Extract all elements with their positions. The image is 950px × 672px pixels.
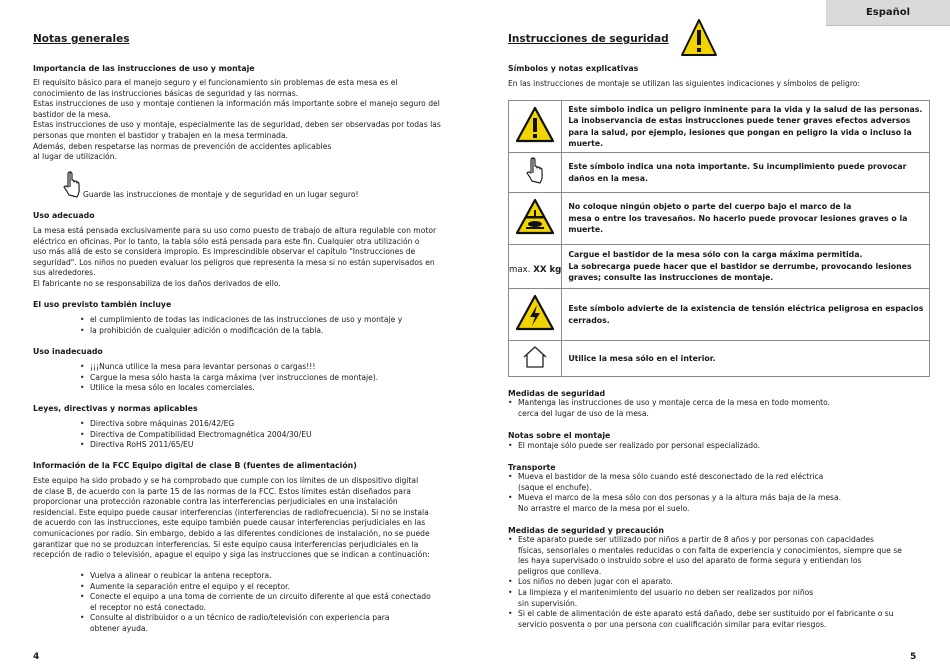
list-item	[80, 582, 431, 593]
list-item-line: • Aumente la separación entre el equipo y el receptor.	[90, 581, 291, 591]
text-line: Este equipo ha sido probado y se ha comprobado que cumple con los límites de un dispositivo digital	[33, 476, 419, 485]
transporte-heading: Transporte	[508, 463, 556, 472]
symbol-text-maxload	[562, 245, 930, 289]
text-line: Además, deben respetarse las normas de prevención de accidentes aplicables	[33, 141, 332, 151]
list-item-line: peligros que conlleva.	[518, 566, 602, 576]
list-item	[508, 588, 902, 609]
symbol-row-indoor	[509, 341, 930, 377]
list-item-line: • Utilice la mesa sólo en locales comerciales.	[90, 383, 255, 393]
text-line: conocimiento de las instrucciones básicas de seguridad y las normas.	[33, 88, 299, 98]
text-line: graves; consulte las instrucciones de montaje.	[568, 273, 774, 283]
list-item	[80, 362, 378, 373]
max-load-label	[509, 245, 562, 289]
text-line: Este símbolo advierte de la existencia de tensión eléctrica peligrosa en espacios	[568, 304, 924, 314]
list-item	[80, 571, 431, 582]
text-line: recepción de radio o televisión, apague el equipo y siga las instrucciones que se indican a continuación:	[33, 550, 430, 560]
symbol-text-electric	[562, 289, 930, 341]
list-item-line: • Mueva el marco de la mesa sólo con dos personas y a la altura más baja de la mesa.	[518, 493, 842, 503]
list-item-line: • Los niños no deben jugar con el aparato.	[518, 577, 673, 587]
text-line: seguridad". Los niños no pueden evaluar los peligros que representa la mesa si no están supervisados en	[33, 257, 435, 267]
list-item-line: (saque el enchufe).	[518, 482, 592, 492]
text-line: residencial. Este equipo puede causar interferencias (interferencias de radiofrecuencia). Si no se instala	[33, 507, 429, 517]
list-item-line: • el cumplimiento de todas las indicaciones de las instrucciones de uso y montaje y	[90, 315, 403, 324]
text-line: La mesa está pensada exclusivamente para su uso como puesto de trabajo de altura regulable con motor	[33, 226, 437, 235]
list-item	[508, 493, 841, 514]
list-item	[80, 440, 312, 451]
max-prefix: max.	[509, 265, 531, 275]
symbols-table	[508, 100, 930, 377]
left-page-number: 4	[33, 652, 40, 662]
uso-previsto-heading: El uso previsto también incluye	[33, 300, 172, 309]
symbol-text-note	[562, 153, 930, 193]
list-item-line: servicio posventa o por una persona con cualificación similar para evitar riesgos.	[518, 619, 827, 629]
text-line: La inobservancia de estas instrucciones puede tener graves efectos adversos	[568, 116, 911, 126]
text-line: al lugar de utilización.	[33, 152, 117, 162]
text-line: garantizar que no se produzcan interferencias. Si este equipo causa interferencias perjudiciales en la	[33, 539, 419, 549]
text-line: bastidor de la mesa.	[33, 109, 111, 119]
list-item	[80, 430, 312, 441]
symbol-text-warning	[562, 101, 930, 153]
list-item-line: • Mueva el bastidor de la mesa sólo cuando esté desconectado de la red eléctrica	[518, 472, 824, 481]
uso-adecuado-heading: Uso adecuado	[33, 211, 95, 220]
list-item-line: cerca del lugar de uso de la mesa.	[518, 408, 649, 418]
pointing-hand-icon	[509, 153, 562, 193]
notas-montaje-heading: Notas sobre el montaje	[508, 431, 611, 440]
list-item-line: obtener ayuda.	[90, 623, 148, 633]
list-item-line: • Este aparato puede ser utilizado por niños a partir de 8 años y por personas con capacidades	[518, 535, 874, 544]
uso-adecuado-text	[33, 226, 436, 290]
list-item-line: • Vuelva a alinear o reubicar la antena receptora.	[90, 571, 272, 580]
uso-previsto-list	[80, 315, 402, 336]
text-line: eléctrico en oficinas. Por lo tanto, la tabla sólo está pensada para este fin. Cualquier otra utilización o	[33, 236, 420, 246]
list-item-line: • Conecte el equipo a una toma de corriente de un circuito diferente al que está conectado	[90, 592, 431, 602]
text-line: daños en la mesa.	[568, 173, 648, 183]
precaucion-heading: Medidas de seguridad y precaución	[508, 526, 664, 535]
uso-inadecuado-heading: Uso inadecuado	[33, 347, 103, 356]
list-item-line: • Mantenga las instrucciones de uso y montaje cerca de la mesa en todo momento.	[518, 398, 831, 407]
list-item-line: físicas, sensoriales o mentales reducidas o con falta de experiencia y conocimientos, siempre que se	[518, 545, 902, 555]
symbol-text-crush	[562, 193, 930, 245]
transporte-list	[508, 472, 841, 514]
list-item	[80, 383, 378, 394]
list-item	[80, 373, 378, 384]
text-line: de clase B, de acuerdo con la parte 15 de las normas de la FCC. Estos límites están diseñados para	[33, 486, 411, 496]
list-item-line: • Directiva sobre máquinas 2016/42/EG	[90, 419, 235, 428]
text-line: muerte.	[568, 225, 604, 235]
importancia-text	[33, 78, 441, 163]
simbolos-intro: En las instrucciones de montaje se utilizan las siguientes indicaciones y símbolos de peligro:	[508, 79, 861, 88]
text-line: Estas instrucciones de uso y montaje contienen la información más importante sobre el manejo seguro del	[33, 99, 440, 109]
list-item	[508, 472, 841, 493]
list-item	[80, 315, 402, 326]
notas-montaje-list	[508, 441, 760, 452]
text-line: proporcionar una protección razonable contra las interferencias perjudiciales en una instalación	[33, 497, 398, 507]
text-line: El fabricante no se responsabiliza de los daños derivados de ello.	[33, 278, 281, 288]
fcc-text	[33, 476, 430, 561]
leyes-heading: Leyes, directivas y normas aplicables	[33, 404, 198, 413]
warning-triangle-icon	[680, 18, 718, 58]
text-line: muerte.	[568, 138, 604, 148]
symbol-row-maxload	[509, 245, 930, 289]
medidas-heading: Medidas de seguridad	[508, 389, 606, 398]
text-line: Este símbolo indica un peligro inminente para la vida y la salud de las personas.	[568, 104, 923, 114]
text-line: Cargue el bastidor de la mesa sólo con la carga máxima permitida.	[568, 250, 863, 260]
list-item	[80, 613, 431, 634]
leyes-list	[80, 419, 312, 451]
text-line: Utilice la mesa sólo en el interior.	[568, 353, 716, 363]
text-line: personas que monten el bastidor y trabajen en la mesa terminada.	[33, 130, 289, 140]
symbol-row-crush	[509, 193, 930, 245]
text-line: cerrados.	[568, 315, 610, 325]
precaucion-list	[508, 535, 902, 630]
left-page-title: Notas generales	[33, 33, 130, 45]
list-item	[508, 398, 830, 419]
list-item	[508, 577, 902, 588]
list-item-line: • El montaje sólo puede ser realizado por personal especializado.	[518, 441, 761, 450]
list-item-line: • Consulte al distribuidor o a un técnico de radio/televisión con experiencia para	[90, 613, 390, 623]
list-item-line: el receptor no está conectado.	[90, 602, 207, 612]
symbol-row-note	[509, 153, 930, 193]
crush-hazard-icon	[509, 193, 562, 245]
list-item	[80, 419, 312, 430]
list-item-line: • Directiva de Compatibilidad Electromagnética 2004/30/EU	[90, 429, 312, 439]
keep-instructions-note: Guarde las instrucciones de montaje y de seguridad en un lugar seguro!	[83, 190, 359, 199]
text-line: No coloque ningún objeto o parte del cuerpo bajo el marco de la	[568, 202, 852, 212]
list-item	[508, 441, 760, 452]
language-tab[interactable]: Español	[826, 0, 950, 26]
list-item-line: • Directiva RoHS 2011/65/EU	[90, 440, 194, 450]
fcc-heading: Información de la FCC Equipo digital de clase B (fuentes de alimentación)	[33, 461, 357, 470]
text-line: sus alrededores.	[33, 268, 96, 278]
text-line: para la salud, por ejemplo, lesiones que pongan en peligro la vida o incluso la	[568, 127, 912, 137]
symbol-text-indoor	[562, 341, 930, 377]
list-item-line: No arrastre el marco de la mesa por el suelo.	[518, 503, 690, 513]
text-line: Este símbolo indica una nota importante. Su incumplimiento puede provocar	[568, 162, 907, 172]
uso-inadecuado-list	[80, 362, 378, 394]
symbol-row-warning	[509, 101, 930, 153]
list-item-line: les haya supervisado o instruido sobre el uso del aparato de forma segura y entiendan los	[518, 556, 862, 566]
text-line: comunicaciones por radio. Sin embargo, debido a las diferentes condiciones de instalación, no se puede	[33, 528, 430, 538]
warning-triangle-icon	[509, 101, 562, 153]
text-line: Estas instrucciones de uso y montaje, especialmente las de seguridad, deben ser observadas por todas las	[33, 120, 441, 130]
house-icon	[509, 341, 562, 377]
list-item-line: • Si el cable de alimentación de este aparato está dañado, debe ser sustituido por el fabricante o su	[518, 609, 894, 619]
text-line: uso más allá de esto se considera impropio. Es imprescindible observar el capítulo "Instrucciones de	[33, 247, 416, 257]
list-item-line: sin supervisión.	[518, 598, 578, 608]
list-item-line: • la prohibición de cualquier adición o modificación de la tabla.	[90, 325, 324, 335]
text-line: mesa o entre los travesaños. No hacerlo puede provocar lesiones graves o la	[568, 213, 908, 223]
list-item-line: • Cargue la mesa sólo hasta la carga máxima (ver instrucciones de montaje).	[90, 372, 379, 382]
max-value: XX kg	[533, 265, 562, 275]
medidas-list	[508, 398, 830, 419]
pointing-hand-icon	[62, 170, 82, 200]
list-item-line: • ¡¡¡Nunca utilice la mesa para levantar personas o cargas!!!	[90, 362, 316, 371]
list-item-line: • La limpieza y el mantenimiento del usuario no deben ser realizados por niños	[518, 587, 814, 597]
list-item	[508, 609, 902, 630]
list-item	[508, 535, 902, 577]
text-line: de acuerdo con las instrucciones, este equipo también puede causar interferencias perjudiciales en las	[33, 518, 426, 528]
electric-hazard-icon	[509, 289, 562, 341]
right-page-title: Instrucciones de seguridad	[508, 33, 669, 45]
simbolos-heading: Símbolos y notas explicativas	[508, 64, 639, 73]
importancia-heading: Importancia de las instrucciones de uso y montaje	[33, 64, 255, 73]
right-page-number: 5	[910, 652, 917, 662]
symbol-row-electric	[509, 289, 930, 341]
list-item	[80, 326, 402, 337]
text-line: El requisito básico para el manejo seguro y el funcionamiento sin problemas de esta mesa es el	[33, 78, 398, 87]
text-line: La sobrecarga puede hacer que el bastidor se derrumbe, provocando lesiones	[568, 261, 912, 271]
fcc-steps-list	[80, 571, 431, 635]
list-item	[80, 592, 431, 613]
